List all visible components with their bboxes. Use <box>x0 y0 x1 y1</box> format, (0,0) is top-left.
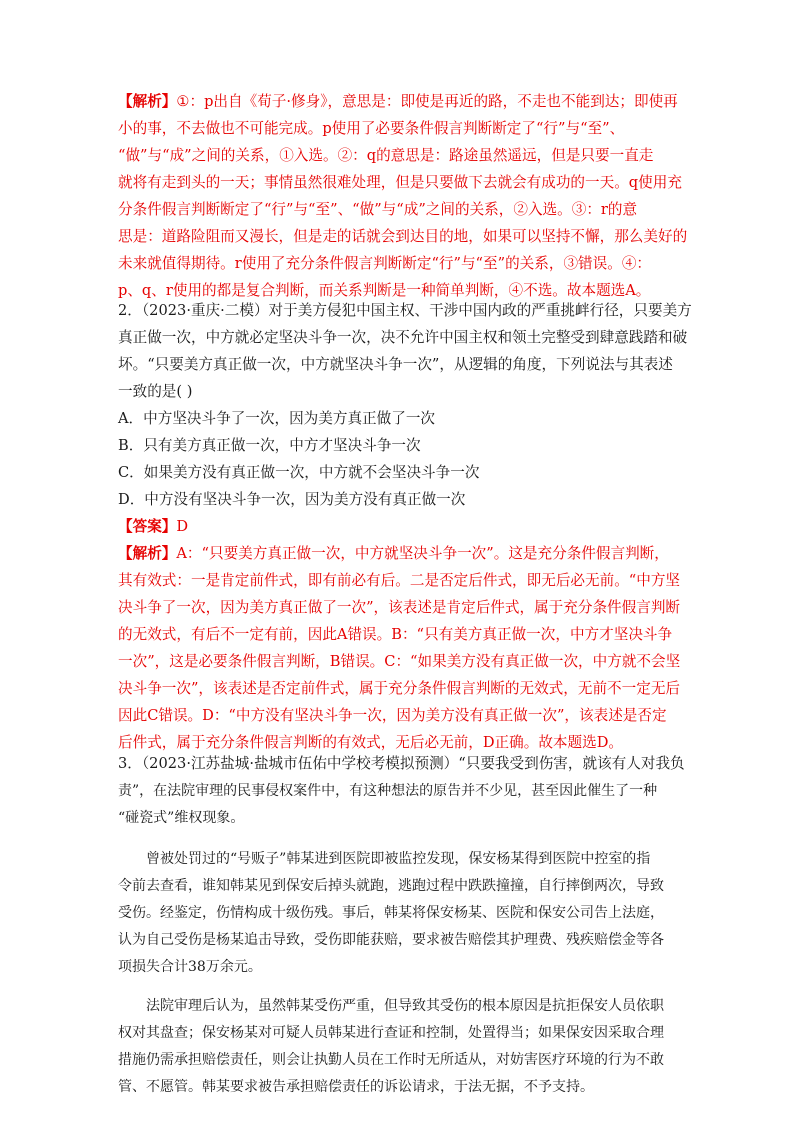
analysis2-line-2: 其有效式：一是肯定前件式，即有前必有后。二是否定后件式，即无后必无前。“中方坚 <box>118 572 681 589</box>
analysis2-line-3: 决斗争了一次，因为美方真正做了一次”，该表述是肯定后件式，属于充分条件假言判断 <box>118 599 681 616</box>
question3-line-2: 责”，在法院审理的民事侵权案件中，有这种想法的原告并不少见，甚至因此催生了一种 <box>118 783 658 799</box>
option-c: C．如果美方没有真正做一次，中方就不会坚决斗争一次 <box>118 464 480 481</box>
question2-line-3: 坏。“只要美方真正做一次，中方就坚决斗争一次”，从逻辑的角度，下列说法与其表述 <box>118 356 673 373</box>
analysis1-line-4: 就将有走到头的一天；事情虽然很难处理，但是只要做下去就会有成功的一天。q使用充 <box>118 174 682 191</box>
analysis2-line-4: 的无效式，有后不一定有前，因此A错误。B：“只有美方真正做一次，中方才坚决斗争 <box>118 626 673 643</box>
analysis2-line-1: 【解析】A：“只要美方真正做一次，中方就坚决斗争一次”。这是充分条件假言判断， <box>118 545 669 562</box>
question2-line-4: 一致的是( ) <box>118 383 193 400</box>
analysis2-line-7: 因此C错误。D：“中方没有坚决斗争一次，因为美方没有真正做一次”，该表述是否定 <box>118 707 667 724</box>
question3-line-1: 3．（2023·江苏盐城·盐城市伍佑中学校考模拟预测）“只要我受到伤害，就该有人对我负 <box>118 755 685 772</box>
analysis1-line-7: 未来就值得期待。r使用了充分条件假言判断断定“行”与“至”的关系，③错误。④： <box>118 255 652 272</box>
case-paragraph1-line-5: 项损失合计38万余元。 <box>118 959 262 975</box>
analysis2-line-5: 一次”，这是必要条件假言判断，B错误。C：“如果美方没有真正做一次，中方就不会坚 <box>118 653 681 670</box>
analysis1-line-6: 思是：道路险阻而又漫长，但是走的话就会到达目的地，如果可以坚持不懈，那么美好的 <box>118 228 688 245</box>
case-paragraph2-line-2: 权对其盘查；保安杨某对可疑人员韩某进行查证和控制，处置得当；如果保安因采取合理 <box>118 1025 664 1041</box>
option-a: A．中方坚决斗争了一次，因为美方真正做了一次 <box>118 410 436 427</box>
case-paragraph2-line-4: 管、不愿管。韩某要求被告承担赔偿责任的诉讼请求，于法无据，不予支持。 <box>118 1079 594 1095</box>
analysis1-line-3: “做”与“成”之间的关系，①入选。②：q的意思是：路途虽然遥远，但是只要一直走 <box>118 147 654 164</box>
analysis-label: 【解析】 <box>118 545 177 562</box>
answer-value: D <box>176 518 189 535</box>
answer-label: 【答案】 <box>118 518 177 535</box>
analysis1-line-5: 分条件假言判断断定了“行”与“至”、“做”与“成”之间的关系，②入选。③：r的意 <box>118 201 638 218</box>
question2-line-1: 2．（2023·重庆·二模）对于美方侵犯中国主权、干涉中国内政的严重挑衅行径，只要美方 <box>118 302 692 319</box>
analysis2-line-6: 决斗争一次”，该表述是否定前件式，属于充分条件假言判断的无效式，无前不一定无后 <box>118 680 681 697</box>
option-d: D．中方没有坚决斗争一次，因为美方没有真正做一次 <box>118 491 466 508</box>
option-b: B．只有美方真正做一次，中方才坚决斗争一次 <box>118 437 421 454</box>
analysis-label: 【解析】 <box>118 93 177 110</box>
question3-line-3: “碰瓷式”维权现象。 <box>118 810 245 826</box>
analysis1-line-2: 小的事，不去做也不可能完成。p使用了必要条件假言判断断定了“行”与“至”、 <box>118 120 625 137</box>
case-paragraph2-line-3: 措施仍需承担赔偿责任，则会让执勤人员在工作时无所适从，对妨害医疗环境的行为不敢 <box>118 1052 664 1068</box>
case-paragraph1-line-1: 曾被处罚过的“号贩子”韩某进到医院即被监控发现，保安杨某得到医院中控室的指 <box>146 851 651 867</box>
case-paragraph1-line-4: 认为自己受伤是杨某追击导致，受伤即能获赔，要求被告赔偿其护理费、残疾赔偿金等各 <box>118 932 664 948</box>
analysis1-line-8: p、q、r使用的都是复合判断，而关系判断是一种简单判断，④不选。故本题选A。 <box>118 282 651 299</box>
case-paragraph2-line-1: 法院审理后认为，虽然韩某受伤严重，但导致其受伤的根本原因是抗拒保安人员依职 <box>146 998 664 1014</box>
answer2 <box>118 517 188 537</box>
question2-line-2: 真正做一次，中方就必定坚决斗争一次，决不允许中国主权和领土完整受到肆意践踏和破 <box>118 329 688 346</box>
analysis2-line-8: 后件式，属于充分条件假言判断的有效式，无后必无前，D正确。故本题选D。 <box>118 734 623 751</box>
case-paragraph1-line-2: 令前去查看，谁知韩某见到保安后掉头就跑，逃跑过程中跌跌撞撞，自行摔倒两次，导致 <box>118 878 664 894</box>
case-paragraph1-line-3: 受伤。经鉴定，伤情构成十级伤残。事后，韩某将保安杨某、医院和保安公司告上法庭， <box>118 905 664 921</box>
analysis1-line-1: 【解析】①：p出自《荀子·修身》，意思是：即使是再近的路，不走也不能到达；即使再 <box>118 93 678 110</box>
